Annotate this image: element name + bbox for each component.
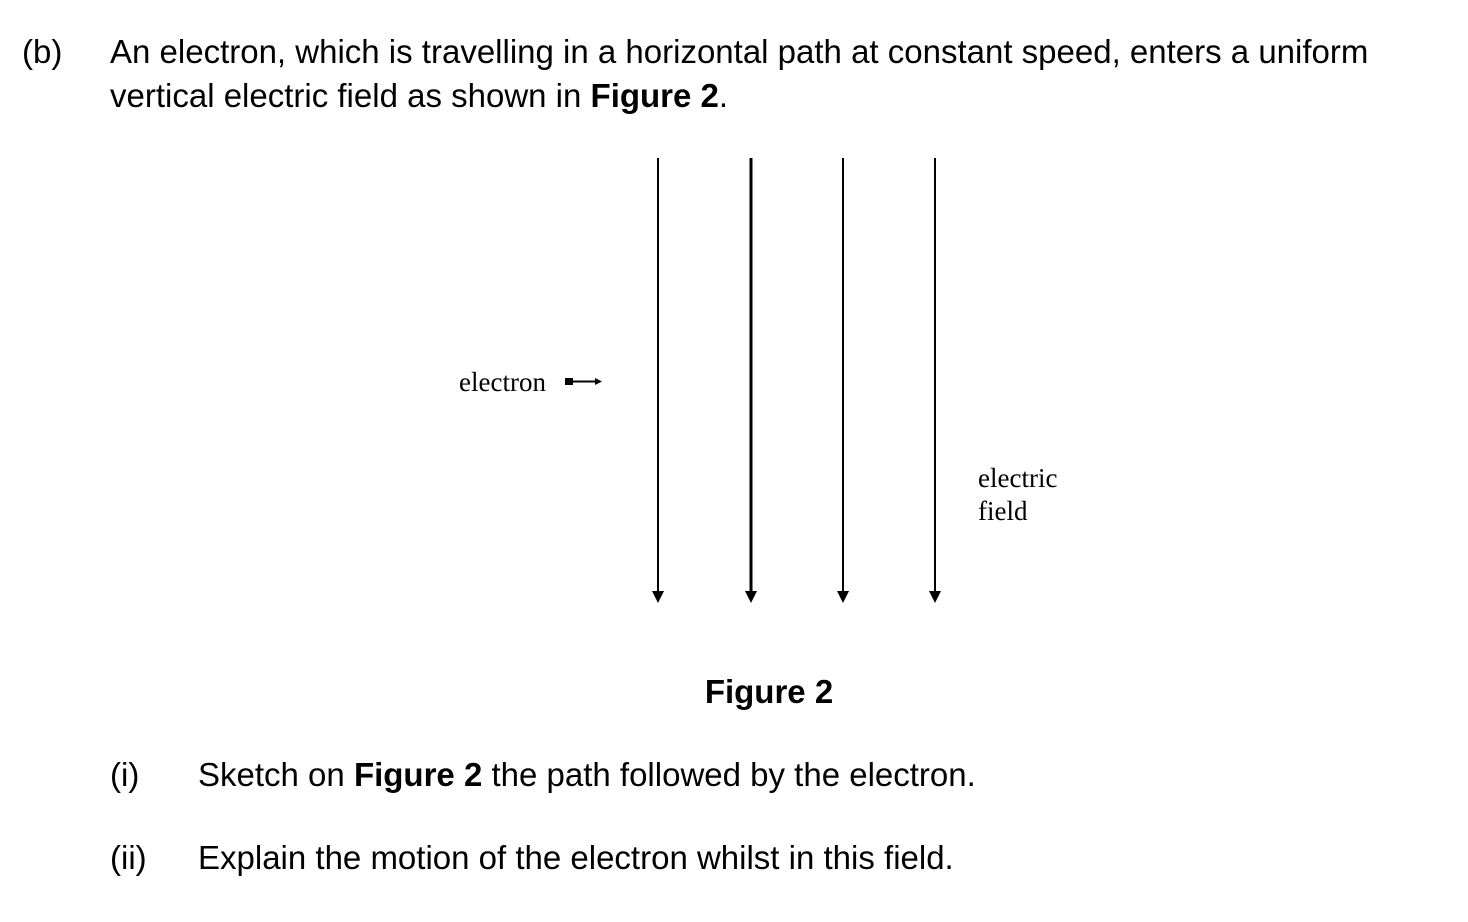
- subquestion-i-part1: Sketch on: [198, 756, 354, 793]
- field-line-2: [745, 158, 757, 603]
- subquestion-i-text: [198, 755, 976, 795]
- subquestion-ii-number: (ii): [110, 839, 147, 876]
- down-arrow-icon: [745, 591, 757, 603]
- question-label: (b): [22, 33, 63, 70]
- field-label-line1: electric: [978, 463, 1058, 493]
- question-figure-ref: Figure 2: [590, 77, 719, 114]
- question-text-part2: .: [718, 77, 729, 114]
- field-line-4: [929, 158, 941, 603]
- down-arrow-icon: [652, 591, 664, 603]
- figure-caption: Figure 2: [704, 673, 834, 710]
- electron-label: electron: [459, 367, 546, 397]
- subquestion-i-part2: the path followed by the electron.: [482, 756, 976, 793]
- electron-arrow-icon: [565, 378, 602, 385]
- field-line-1: [652, 158, 664, 603]
- down-arrow-icon: [837, 591, 849, 603]
- subquestion-i-number: (i): [110, 756, 140, 793]
- subquestion-ii-text: Explain the motion of the electron whilst in this field.: [198, 839, 954, 876]
- field-label-line2: field: [978, 496, 1028, 526]
- field-line-3: [837, 158, 849, 603]
- subquestion-i-figure-ref: Figure 2: [353, 756, 483, 793]
- down-arrow-icon: [929, 591, 941, 603]
- question-text-part1: An electron, which is travelling in a horizontal path at constant speed, enters a uniform vertical electric field as shown in: [110, 33, 1369, 114]
